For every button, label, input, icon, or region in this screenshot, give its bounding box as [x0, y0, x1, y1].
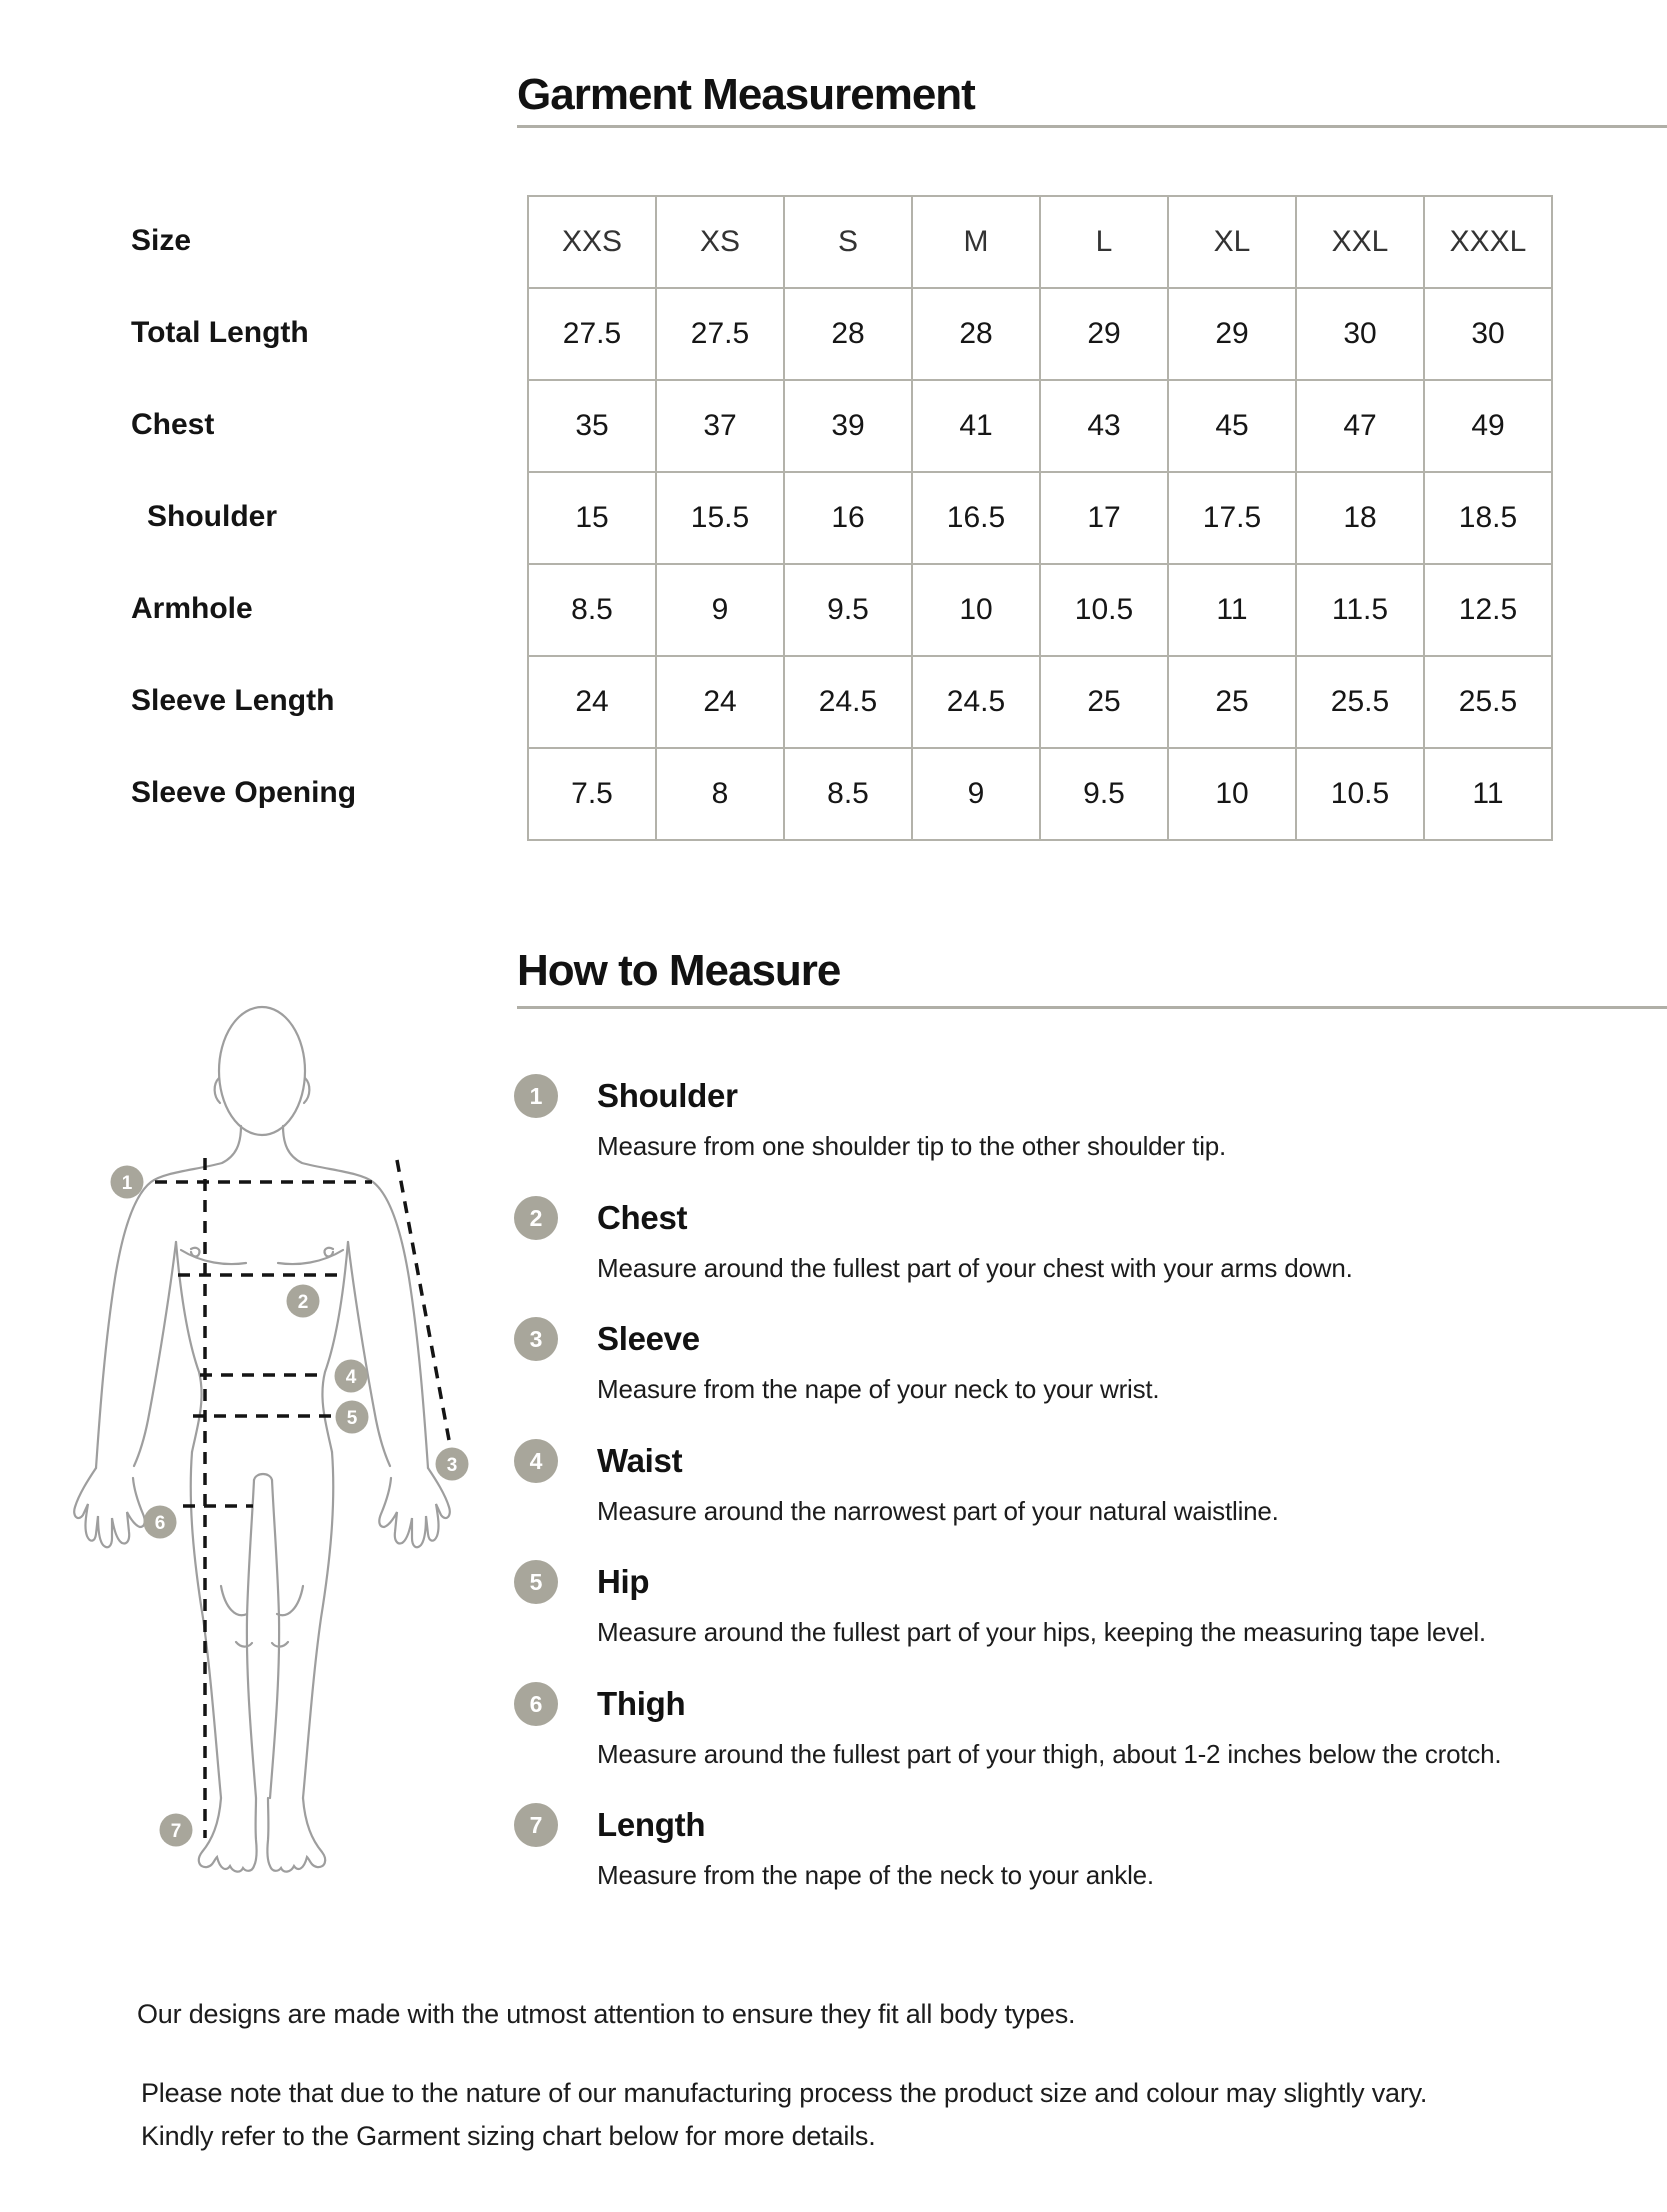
- size-col-header: XL: [1168, 196, 1296, 288]
- table-cell: 8.5: [784, 748, 912, 840]
- left-hand: [74, 1468, 144, 1547]
- size-col-header: M: [912, 196, 1040, 288]
- measure-step-chest: [514, 1196, 1654, 1286]
- table-cell: 47: [1296, 380, 1424, 472]
- figure-badge-hip: [336, 1401, 369, 1434]
- svg-text:6: 6: [154, 1513, 166, 1534]
- step-description: Measure around the fullest part of your hips, keeping the measuring tape level.: [597, 1617, 1486, 1647]
- table-cell: 11.5: [1296, 564, 1424, 656]
- step-name: Hip: [597, 1563, 650, 1600]
- svg-text:5: 5: [346, 1408, 358, 1429]
- figure-badge-thigh: [144, 1506, 177, 1539]
- table-cell: 25.5: [1424, 656, 1552, 748]
- size-col-header: XXS: [528, 196, 656, 288]
- table-cell: 30: [1296, 288, 1424, 380]
- size-col-header: XXL: [1296, 196, 1424, 288]
- table-cell: 17.5: [1168, 472, 1296, 564]
- left-knee-tick: [236, 1642, 252, 1647]
- table-row-chest: [528, 380, 1552, 472]
- row-label-chest: Chest: [131, 408, 215, 441]
- table-cell: 10.5: [1040, 564, 1168, 656]
- figure-badge-length: [160, 1814, 193, 1847]
- step-description: Measure from one shoulder tip to the other shoulder tip.: [597, 1131, 1227, 1161]
- table-cell: 43: [1040, 380, 1168, 472]
- table-cell: 24.5: [784, 656, 912, 748]
- footer-note-variation: Please note that due to the nature of our manufacturing process the product size and colour may slightly vary.: [141, 2078, 1428, 2108]
- svg-text:7: 7: [170, 1821, 182, 1842]
- table-cell: 28: [784, 288, 912, 380]
- size-col-header: S: [784, 196, 912, 288]
- step-name: Length: [597, 1806, 706, 1843]
- step-name: Shoulder: [597, 1077, 738, 1114]
- step-description: Measure from the nape of the neck to your ankle.: [597, 1860, 1154, 1890]
- row-label-total-length: Total Length: [131, 316, 309, 349]
- table-cell: 15: [528, 472, 656, 564]
- table-row-sleeve-length: [528, 656, 1552, 748]
- step-description: Measure from the nape of your neck to your wrist.: [597, 1374, 1160, 1404]
- table-cell: 12.5: [1424, 564, 1552, 656]
- left-knee-curve: [221, 1586, 247, 1615]
- table-cell: 27.5: [656, 288, 784, 380]
- table-cell: 10.5: [1296, 748, 1424, 840]
- left-inner-arm: [134, 1242, 176, 1466]
- garment-size-table: [527, 195, 1553, 841]
- table-cell: 16.5: [912, 472, 1040, 564]
- size-col-header: XS: [656, 196, 784, 288]
- step-name: Waist: [597, 1442, 683, 1479]
- step-number-badge: 6: [514, 1682, 558, 1726]
- table-cell: 8.5: [528, 564, 656, 656]
- table-cell: 18: [1296, 472, 1424, 564]
- step-description: Measure around the fullest part of your thigh, about 1-2 inches below the crotch.: [597, 1739, 1502, 1769]
- row-label-shoulder: Shoulder: [147, 500, 278, 533]
- left-inner-leg: [247, 1480, 256, 1798]
- footer-note-refer-chart: Kindly refer to the Garment sizing chart below for more details.: [141, 2121, 876, 2151]
- table-cell: 9: [656, 564, 784, 656]
- table-cell: 29: [1040, 288, 1168, 380]
- right-outer-leg: [303, 1452, 333, 1798]
- how-to-measure-title: How to Measure: [517, 946, 841, 995]
- left-nipple: [191, 1248, 199, 1257]
- table-cell: 39: [784, 380, 912, 472]
- table-row-sleeve-opening: [528, 748, 1552, 840]
- table-cell: 29: [1168, 288, 1296, 380]
- table-cell: 11: [1424, 748, 1552, 840]
- garment-title-rule: [517, 125, 1667, 128]
- step-number-badge: 1: [514, 1074, 558, 1118]
- table-cell: 10: [1168, 748, 1296, 840]
- figure-badge-sleeve: [436, 1448, 469, 1481]
- size-table-header-row: [528, 196, 1552, 288]
- table-cell: 24: [528, 656, 656, 748]
- step-number-badge: 7: [514, 1803, 558, 1847]
- svg-text:4: 4: [345, 1367, 357, 1388]
- table-row-total-length: [528, 288, 1552, 380]
- table-cell: 17: [1040, 472, 1168, 564]
- table-cell: 35: [528, 380, 656, 472]
- step-number-badge: 3: [514, 1317, 558, 1361]
- svg-text:1: 1: [121, 1173, 133, 1194]
- row-label-sleeve-length: Sleeve Length: [131, 684, 335, 717]
- table-cell: 9.5: [784, 564, 912, 656]
- right-knee-curve: [277, 1586, 303, 1615]
- left-foot: [199, 1798, 257, 1872]
- measure-step-hip: [514, 1560, 1654, 1650]
- measure-step-length: [514, 1803, 1654, 1893]
- row-label-armhole: Armhole: [131, 592, 253, 625]
- table-cell: 9: [912, 748, 1040, 840]
- table-cell: 11: [1168, 564, 1296, 656]
- table-cell: 7.5: [528, 748, 656, 840]
- figure-badges: [111, 1166, 469, 1847]
- body-measurement-diagram: [60, 985, 485, 1890]
- table-cell: 10: [912, 564, 1040, 656]
- measure-step-sleeve: [514, 1317, 1654, 1407]
- right-inner-leg: [270, 1480, 279, 1798]
- size-col-header: XXXL: [1424, 196, 1552, 288]
- row-label-sleeve-opening: Sleeve Opening: [131, 776, 357, 809]
- table-cell: 41: [912, 380, 1040, 472]
- step-description: Measure around the fullest part of your chest with your arms down.: [597, 1253, 1353, 1283]
- body-diagram-svg: [60, 985, 485, 1890]
- figure-badge-chest: [287, 1285, 320, 1318]
- table-cell: 37: [656, 380, 784, 472]
- svg-text:3: 3: [446, 1455, 458, 1476]
- table-row-shoulder: [528, 472, 1552, 564]
- figure-badge-shoulder: [111, 1166, 144, 1199]
- garment-measurement-title: Garment Measurement: [517, 70, 975, 119]
- measure-step-waist: [514, 1439, 1654, 1529]
- measure-step-shoulder: [514, 1074, 1654, 1164]
- right-hand: [379, 1468, 449, 1547]
- row-label-size: Size: [131, 224, 192, 257]
- step-name: Chest: [597, 1199, 688, 1236]
- step-number-badge: 5: [514, 1560, 558, 1604]
- table-cell: 8: [656, 748, 784, 840]
- table-cell: 24.5: [912, 656, 1040, 748]
- body-outline: [74, 1007, 450, 1872]
- size-table-row-labels: [131, 195, 356, 839]
- how-to-measure-title-rule: [517, 1006, 1667, 1009]
- table-cell: 18.5: [1424, 472, 1552, 564]
- table-cell: 28: [912, 288, 1040, 380]
- footer-note-fit: Our designs are made with the utmost attention to ensure they fit all body types.: [137, 1999, 1076, 2029]
- svg-text:2: 2: [297, 1292, 309, 1313]
- table-cell: 16: [784, 472, 912, 564]
- table-cell: 49: [1424, 380, 1552, 472]
- table-cell: 25: [1040, 656, 1168, 748]
- table-cell: 25: [1168, 656, 1296, 748]
- step-description: Measure around the narrowest part of your natural waistline.: [597, 1496, 1279, 1526]
- measure-step-thigh: [514, 1682, 1654, 1772]
- step-number-badge: 2: [514, 1196, 558, 1240]
- right-nipple: [325, 1248, 333, 1257]
- step-name: Thigh: [597, 1685, 686, 1722]
- step-name: Sleeve: [597, 1320, 700, 1357]
- table-cell: 9.5: [1040, 748, 1168, 840]
- head-outline: [219, 1007, 305, 1135]
- step-number-badge: 4: [514, 1439, 558, 1483]
- table-cell: 27.5: [528, 288, 656, 380]
- table-cell: 15.5: [656, 472, 784, 564]
- table-cell: 25.5: [1296, 656, 1424, 748]
- table-cell: 45: [1168, 380, 1296, 472]
- table-row-armhole: [528, 564, 1552, 656]
- figure-badge-waist: [335, 1360, 368, 1393]
- size-col-header: L: [1040, 196, 1168, 288]
- table-cell: 24: [656, 656, 784, 748]
- table-cell: 30: [1424, 288, 1552, 380]
- crotch-arc: [254, 1474, 272, 1480]
- right-foot: [267, 1798, 325, 1872]
